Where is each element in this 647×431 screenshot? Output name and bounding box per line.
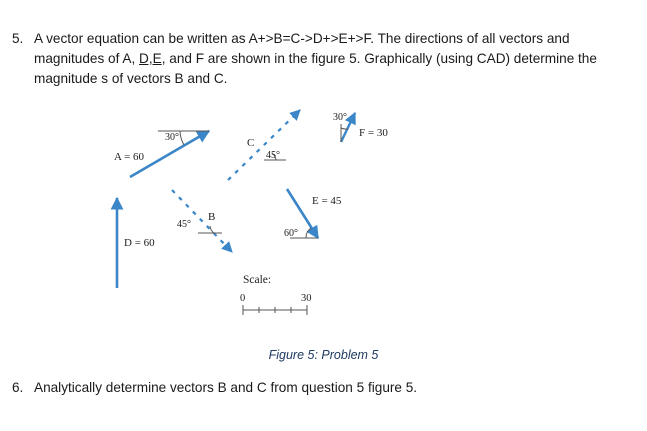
question-5-underlined-text: D,E <box>139 51 162 66</box>
question-6-number: 6. <box>12 380 24 395</box>
vector-f <box>333 112 388 142</box>
vector-a-angle: 30° <box>165 132 179 143</box>
vector-a-label: A = 60 <box>114 151 145 163</box>
scale-label: Scale: <box>243 274 272 286</box>
vector-a-angle-arc <box>180 131 184 145</box>
vector-f-label: F = 30 <box>359 127 388 139</box>
vector-e-angle-arc <box>306 228 311 238</box>
question-5-number: 5. <box>12 31 24 46</box>
vector-c-arrow <box>228 110 300 180</box>
scale-start: 0 <box>240 293 246 304</box>
scale-bar <box>240 274 312 315</box>
vector-c-angle: 45° <box>266 150 280 161</box>
vector-d-label: D = 60 <box>124 237 155 249</box>
question-5-text-start: A vector equation can be written as A+>B=C->D+>E+>F. The directions of all vectors and magnitudes of A, <box>34 31 570 66</box>
vector-c <box>228 110 300 180</box>
question-6 <box>12 378 634 398</box>
vector-a <box>114 131 209 177</box>
vector-e-label: E = 45 <box>312 195 342 207</box>
vector-e-angle: 60° <box>284 228 298 239</box>
vector-f-angle: 30° <box>333 112 347 123</box>
scale-end: 30 <box>301 293 312 304</box>
vector-b-label: B <box>208 211 216 223</box>
vector-b-angle: 45° <box>177 219 191 230</box>
question-6-text: Analytically determine vectors B and C from question 5 figure 5. <box>34 380 418 395</box>
figure-caption: Figure 5: Problem 5 <box>268 348 379 362</box>
vector-d <box>117 198 155 288</box>
vector-e <box>284 189 342 239</box>
question-5-text-end: , and F are shown in the figure 5. Graphically (using CAD) determine the magnitude s of vectors B and C. <box>34 51 597 86</box>
vector-c-label: C <box>247 137 255 149</box>
vector-b-angle-arc <box>210 226 214 233</box>
vector-b <box>172 190 232 252</box>
